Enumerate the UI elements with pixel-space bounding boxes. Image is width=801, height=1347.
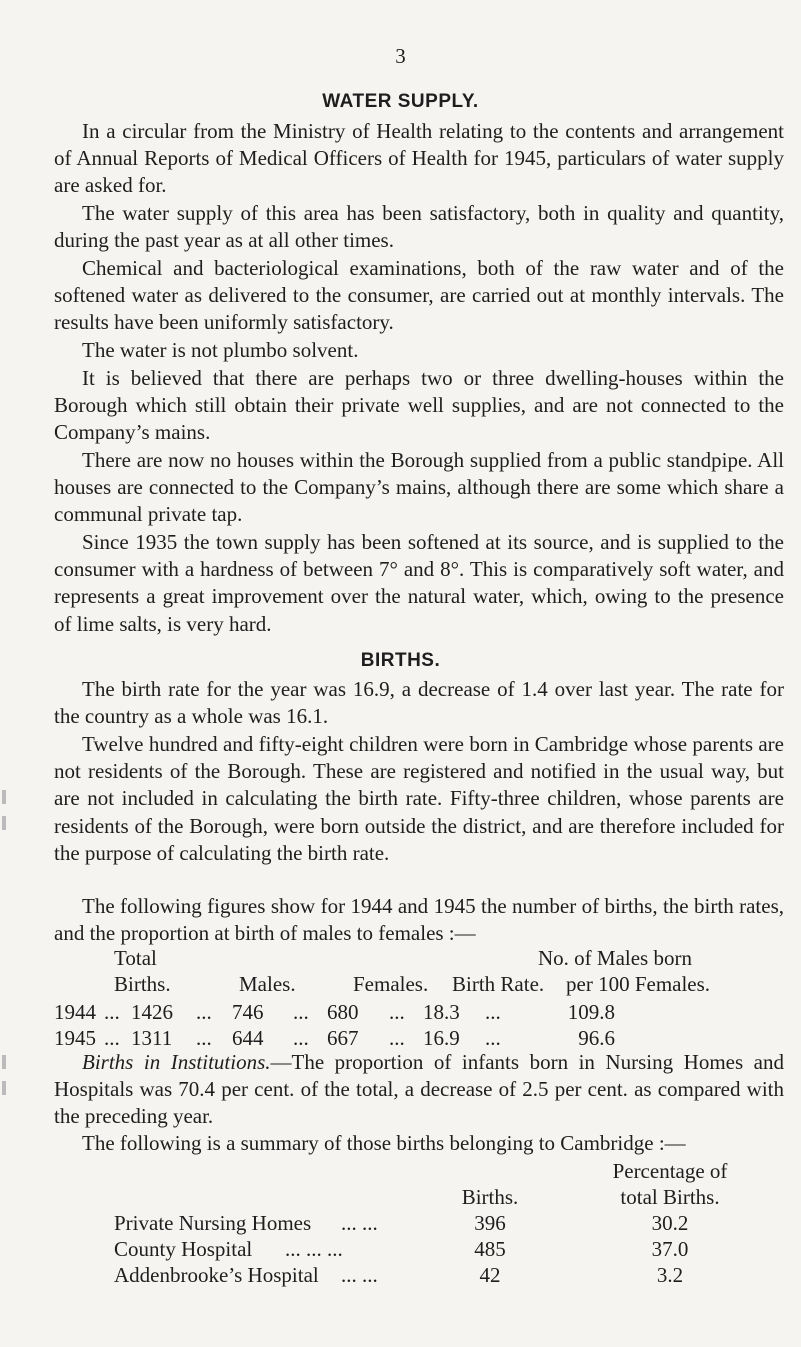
table-cell-males: 644 (232, 1026, 264, 1050)
binding-mark (2, 816, 6, 830)
table-leader: ... (104, 1026, 120, 1050)
table-cell-births: 396 (474, 1211, 506, 1235)
table-cell-births: 1426 (131, 1000, 173, 1024)
header-birth-rate: Birth Rate. (452, 972, 545, 996)
table-cell-births: 1311 (131, 1026, 173, 1050)
water-paragraph-7: Since 1935 the town supply has been softened at its source, and is supplied to the consumer with a hardness of between 7° and 8°. This is comparatively soft water, and represents a great improvement over the natural water, which, owing to the presence of lime salts, is very hard. (54, 530, 784, 636)
header-per-100: per 100 Females. (566, 972, 711, 996)
institutions-text: —The proportion of infants born in Nursing Homes and Hospitals was 70.4 per cent. of the total, a decrease of 2.5 per cent. as compared with the preceding year. (54, 1050, 784, 1129)
table-row-year: 1944 (54, 1000, 96, 1024)
table-row-place: County Hospital (114, 1237, 253, 1261)
header-males: Males. (239, 972, 296, 996)
table-leader: ... ... (341, 1211, 378, 1235)
water-paragraph-5: It is believed that there are perhaps two or three dwelling-houses within the Borough which still obtain their private well supplies, and are not connected to the Company’s mains. (54, 366, 784, 445)
header-no-males: No. of Males born (538, 946, 692, 970)
table-cell-males-per-100: 109.8 (567, 1000, 615, 1024)
table-leader: ... ... ... (285, 1237, 343, 1261)
table-leader: ... ... (341, 1263, 378, 1287)
header-percentage-line2: total Births. (620, 1185, 720, 1209)
births-paragraph-2: Twelve hundred and fifty-eight children were born in Cambridge whose parents are not residents of the Borough. These are registered and notified in the usual way, but are not included in calculating the birth rate. Fifty-three children, whose parents are residents of the Borough, were born outside the district, and are therefore included for the purpose of calculating the birth rate. (54, 732, 784, 865)
binding-mark (2, 1055, 6, 1069)
table-cell-births: 42 (479, 1263, 501, 1287)
table-leader: ... (389, 1026, 405, 1050)
table-row-place: Private Nursing Homes (114, 1211, 312, 1235)
table-row-place: Addenbrooke’s Hospital (114, 1263, 319, 1287)
institution-summary-table (0, 1158, 801, 1318)
table-leader: ... (293, 1026, 309, 1050)
table-leader: ... (293, 1000, 309, 1024)
binding-mark (2, 1081, 6, 1095)
table-leader: ... (196, 1026, 212, 1050)
water-paragraph-6: There are now no houses within the Borough supplied from a public standpipe. All houses are connected to the Company’s mains, although there are some which share a communal private tap. (54, 448, 784, 527)
header-total: Total (114, 946, 157, 970)
table-cell-birth-rate: 18.3 (423, 1000, 460, 1024)
header-births: Births. (461, 1185, 519, 1209)
water-supply-heading: WATER SUPPLY. (322, 91, 479, 112)
table-cell-percentage: 30.2 (651, 1211, 689, 1235)
table-cell-births: 485 (474, 1237, 506, 1261)
table-cell-percentage: 37.0 (651, 1237, 689, 1261)
binding-mark (2, 790, 6, 804)
births-comparison-table (0, 945, 801, 1055)
header-percentage-line1: Percentage of (612, 1159, 728, 1183)
water-paragraph-3: Chemical and bacteriological examinations, both of the raw water and of the softened water as delivered to the consumer, are carried out at monthly intervals. The results have been uniformly satisfactory. (54, 256, 784, 335)
table-row-year: 1945 (54, 1026, 96, 1050)
header-births: Births. (114, 972, 171, 996)
table-leader: ... (196, 1000, 212, 1024)
table-cell-females: 680 (327, 1000, 359, 1024)
table-cell-females: 667 (327, 1026, 359, 1050)
water-paragraph-1: In a circular from the Ministry of Health relating to the contents and arrangement of Annual Reports of Medical Officers of Health for 1945, particulars of water supply are asked for. (54, 119, 784, 198)
water-paragraph-4: The water is not plumbo solvent. (82, 338, 359, 362)
table-leader: ... (104, 1000, 120, 1024)
water-paragraph-2: The water supply of this area has been satisfactory, both in quality and quantity, during the past year as at all other times. (54, 201, 784, 253)
table-cell-males: 746 (232, 1000, 264, 1024)
table-cell-birth-rate: 16.9 (423, 1026, 460, 1050)
page-number: 3 (395, 44, 406, 68)
table-leader: ... (485, 1000, 501, 1024)
institutions-paragraph (54, 1049, 784, 1131)
header-females: Females. (353, 972, 429, 996)
table-leader: ... (389, 1000, 405, 1024)
births-paragraph-1: The birth rate for the year was 16.9, a decrease of 1.4 over last year. The rate for the country as a whole was 16.1. (54, 677, 784, 729)
births-heading: BIRTHS. (360, 650, 441, 671)
table-cell-percentage: 3.2 (656, 1263, 684, 1287)
institutions-title: Births in Institutions. (82, 1050, 271, 1074)
table-leader: ... (485, 1026, 501, 1050)
table-cell-males-per-100: 96.6 (578, 1026, 615, 1050)
summary-intro: The following is a summary of those births belonging to Cambridge :— (82, 1131, 686, 1155)
births-paragraph-3: The following figures show for 1944 and 1945 the number of births, the birth rates, and the proportion at birth of males to females :— (54, 894, 784, 946)
